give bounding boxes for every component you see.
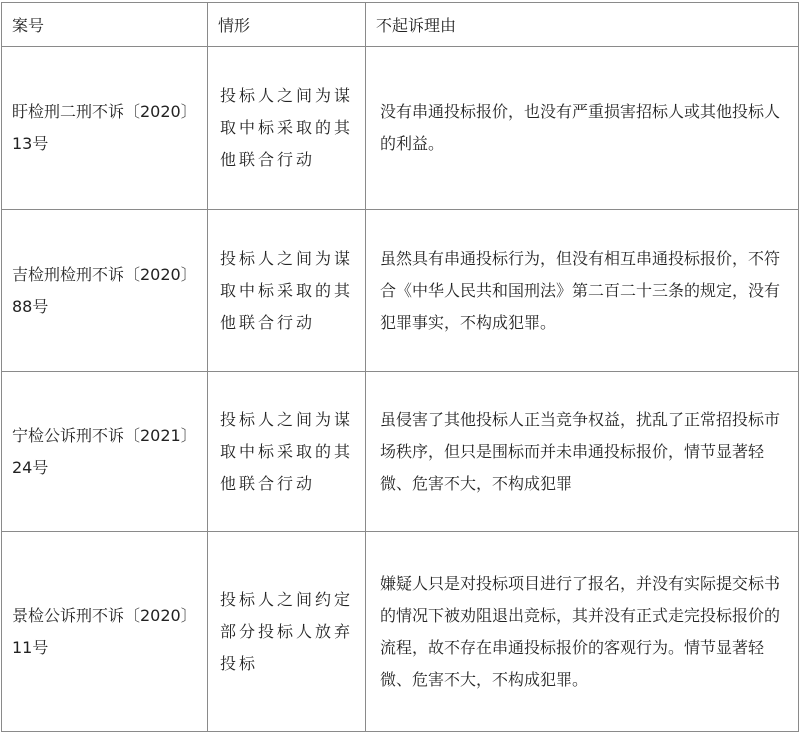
- situation-cell: 投标人之间为谋取中标采取的其他联合行动: [208, 47, 366, 210]
- reason-cell: 没有串通投标报价，也没有严重损害招标人或其他投标人的利益。: [366, 47, 799, 210]
- case-number-cell: 宁检公诉刑不诉〔2021〕24号: [2, 372, 208, 532]
- situation-cell: 投标人之间为谋取中标采取的其他联合行动: [208, 372, 366, 532]
- case-number-cell: 景检公诉刑不诉〔2020〕11号: [2, 532, 208, 732]
- header-case-no: 案号: [2, 3, 208, 47]
- reason-cell: 虽侵害了其他投标人正当竞争权益，扰乱了正常招投标市场秩序，但只是围标而并未串通投标报价，情节显著轻微、危害不大，不构成犯罪: [366, 372, 799, 532]
- reason-cell: 嫌疑人只是对投标项目进行了报名，并没有实际提交标书的情况下被劝阻退出竞标，其并没有正式走完投标报价的流程，故不存在串通投标报价的客观行为。情节显著轻微、危害不大，不构成犯罪。: [366, 532, 799, 732]
- cases-table: [1, 2, 799, 732]
- table-row: [2, 47, 799, 210]
- case-number-cell: 吉检刑检刑不诉〔2020〕88号: [2, 210, 208, 372]
- situation-cell: 投标人之间为谋取中标采取的其他联合行动: [208, 210, 366, 372]
- table-header-row: [2, 3, 799, 47]
- table-row: [2, 532, 799, 732]
- reason-cell: 虽然具有串通投标行为，但没有相互串通投标报价，不符合《中华人民共和国刑法》第二百二十三条的规定，没有犯罪事实，不构成犯罪。: [366, 210, 799, 372]
- case-number-cell: 盱检刑二刑不诉〔2020〕13号: [2, 47, 208, 210]
- table-row: [2, 210, 799, 372]
- table-row: [2, 372, 799, 532]
- header-reason: 不起诉理由: [366, 3, 799, 47]
- header-situation: 情形: [208, 3, 366, 47]
- situation-cell: 投标人之间约定部分投标人放弃投标: [208, 532, 366, 732]
